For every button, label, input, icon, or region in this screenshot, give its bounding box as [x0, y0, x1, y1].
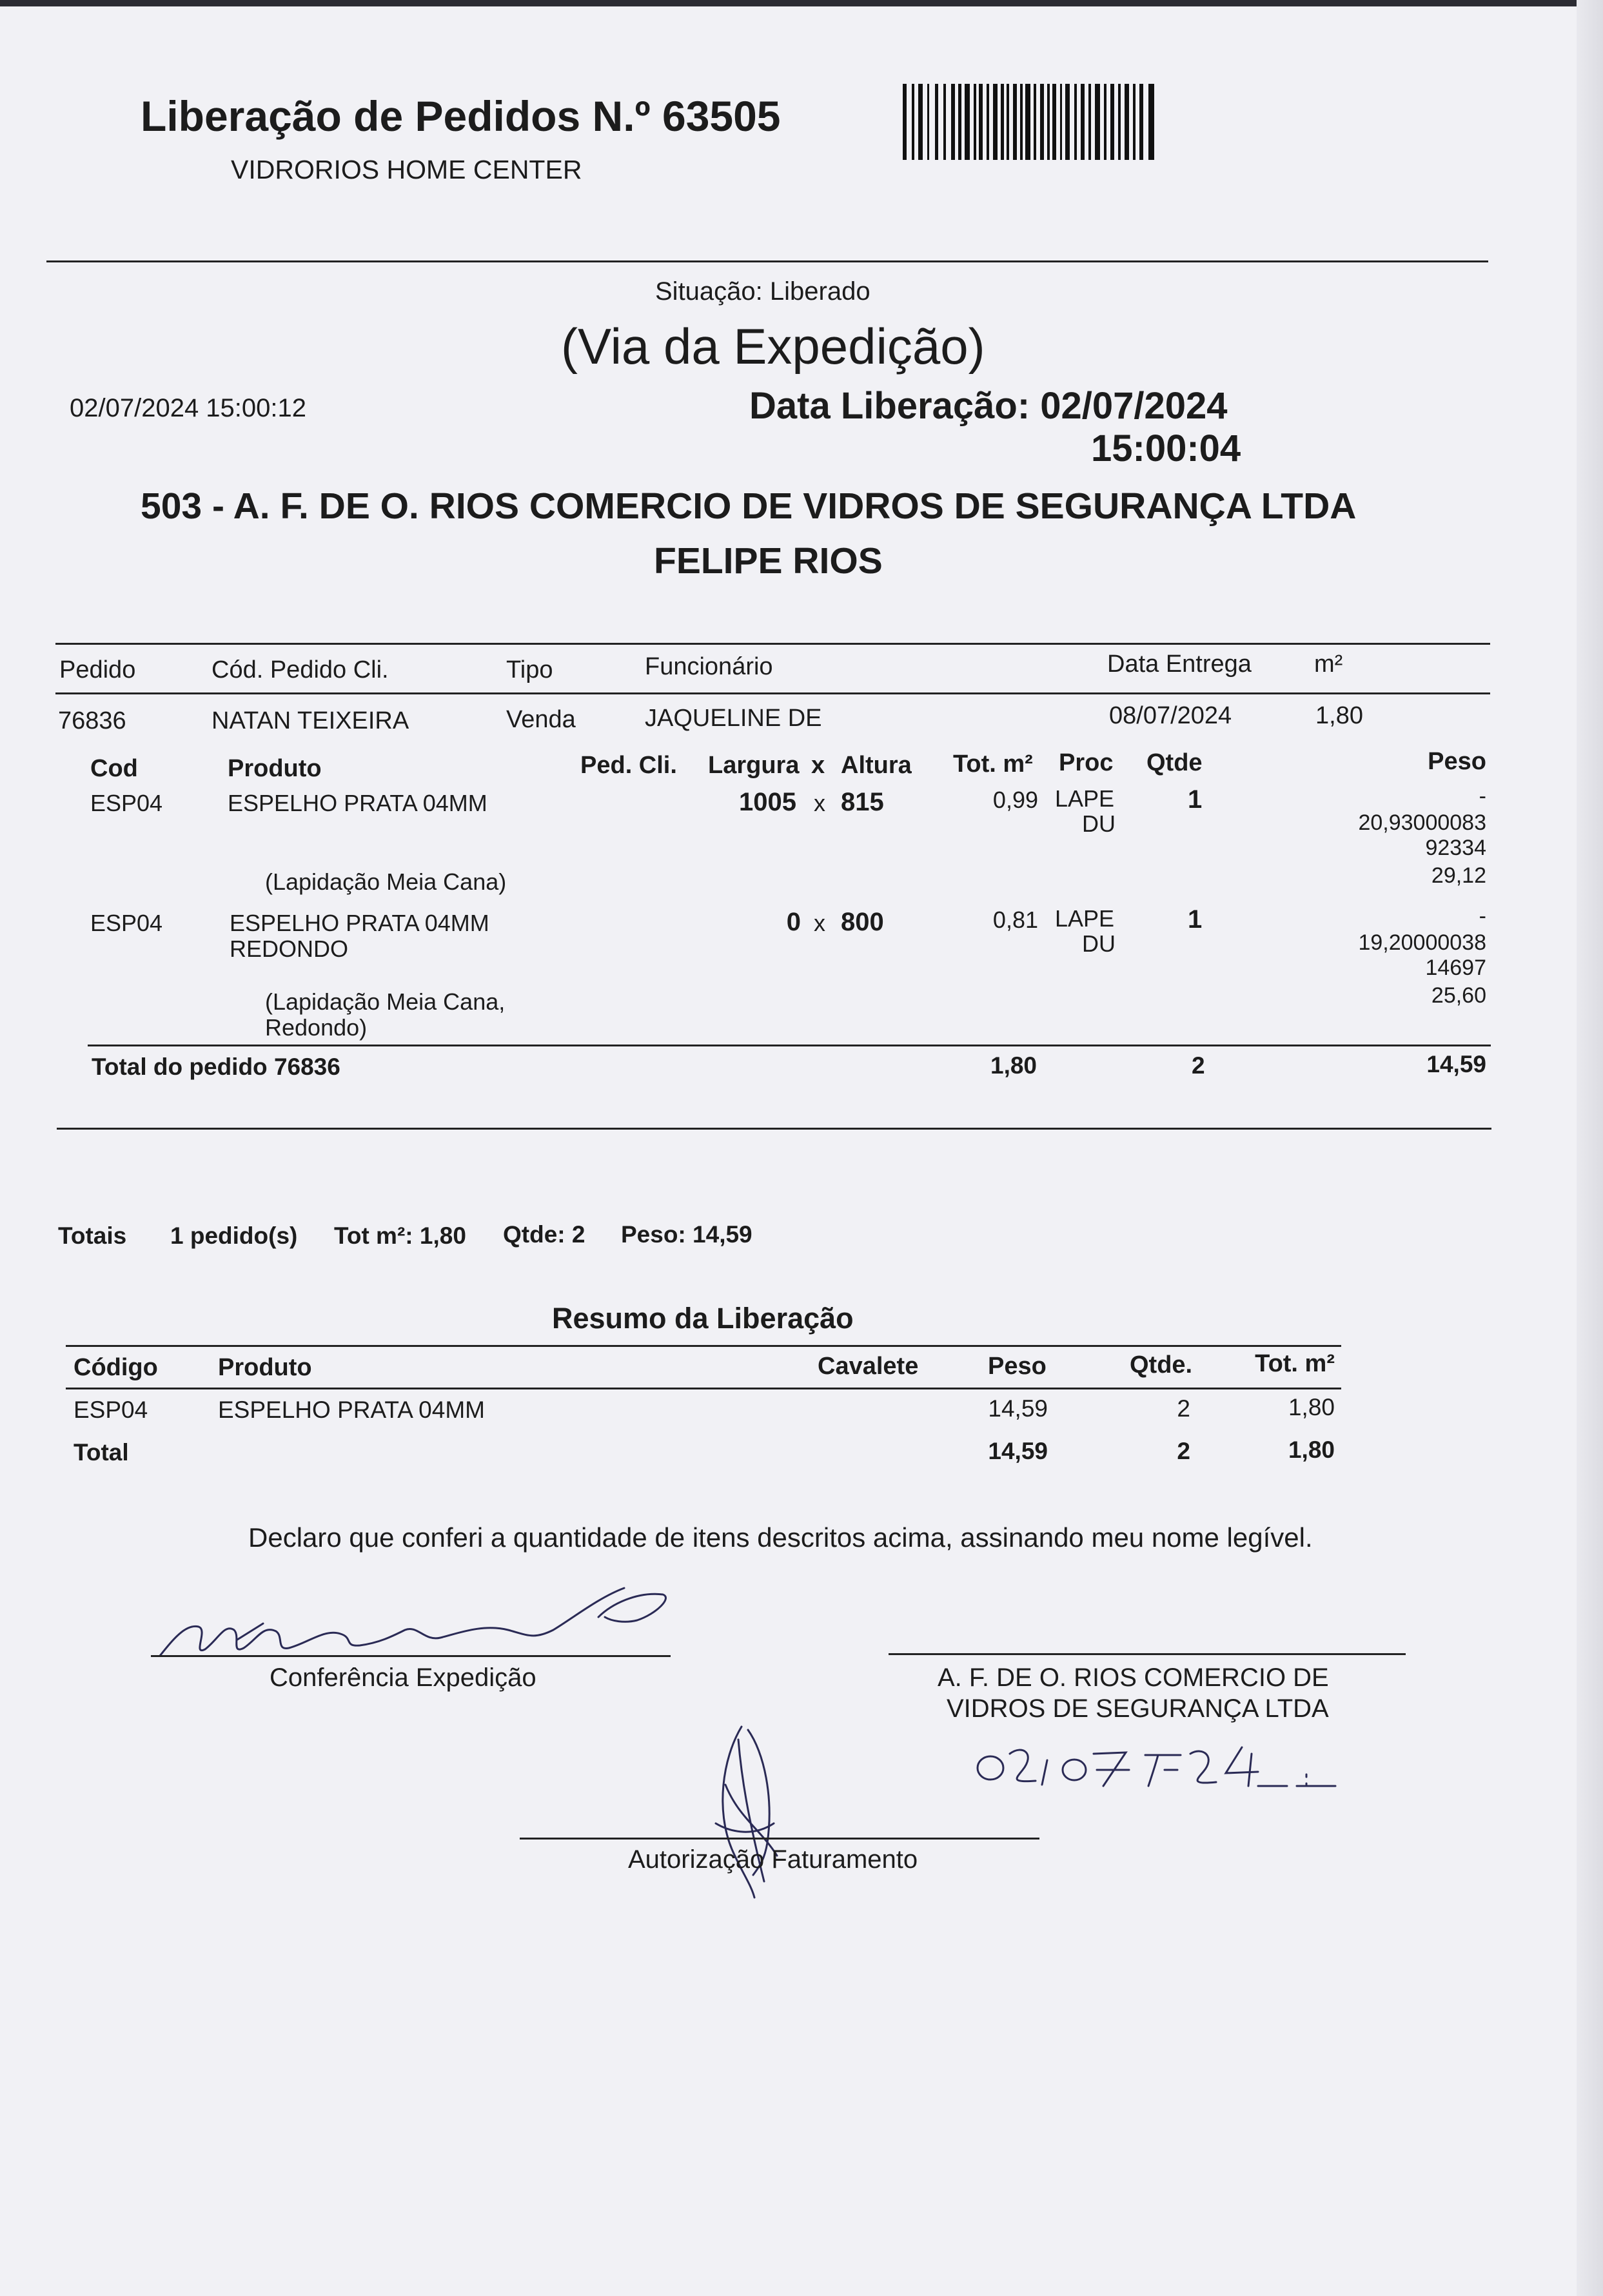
col-data-entrega: Data Entrega [1107, 651, 1252, 678]
company-signature-line-1: A. F. DE O. RIOS COMERCIO DE [938, 1663, 1329, 1692]
item-1-produto: ESPELHO PRATA 04MM [228, 790, 487, 816]
order-m2: 1,80 [1315, 702, 1363, 729]
barcode [903, 84, 1157, 160]
totals-peso: Peso: 14,59 [621, 1221, 752, 1248]
summary-total-qtde: 2 [1177, 1438, 1190, 1464]
items-col-x: x [811, 752, 825, 779]
item-2-cod: ESP04 [90, 910, 163, 936]
item-1-largura: 1005 [739, 788, 796, 816]
delivery-date: 08/07/2024 [1109, 702, 1232, 729]
items-col-peso: Peso [1428, 748, 1486, 775]
order-total-m2: 1,80 [990, 1052, 1038, 1079]
item-2-obs: (Lapidação Meia Cana, [265, 988, 506, 1015]
summary-col-tot-m2: Tot. m² [1255, 1350, 1335, 1377]
summary-total-tot-m2: 1,80 [1288, 1437, 1335, 1463]
summary-col-codigo: Código [74, 1354, 158, 1381]
item-2-proc-2: DU [1082, 930, 1116, 957]
item-1-qtde: 1 [1188, 785, 1203, 814]
col-tipo: Tipo [506, 656, 553, 683]
items-col-largura: Largura [708, 752, 800, 779]
summary-col-cavalete: Cavalete [818, 1353, 919, 1380]
item-1-peso-dash: - [1479, 784, 1486, 809]
items-col-tot-m2: Tot. m² [953, 751, 1033, 778]
order-number: 76836 [58, 707, 126, 734]
item-1-tot-m2: 0,99 [992, 787, 1038, 813]
customer-contact: FELIPE RIOS [654, 540, 883, 582]
order-table-header-rule [55, 692, 1490, 694]
item-1-cod: ESP04 [90, 790, 163, 816]
status-text: Situação: Liberado [655, 277, 870, 306]
summary-row-qtde: 2 [1177, 1395, 1190, 1422]
item-2-obs-cont: Redondo) [265, 1014, 368, 1041]
item-1-proc-1: LAPE [1055, 785, 1115, 812]
summary-row-peso: 14,59 [988, 1395, 1048, 1422]
order-total-rule [88, 1045, 1491, 1046]
item-1-x: x [814, 790, 825, 816]
item-1-altura: 815 [841, 788, 884, 816]
item-2-proc-1: LAPE [1055, 905, 1115, 932]
col-cod-pedido-cli: Cód. Pedido Cli. [211, 656, 389, 683]
order-total-peso: 14,59 [1426, 1051, 1486, 1077]
item-2-produto-cont: REDONDO [230, 936, 349, 962]
employee-name: JAQUELINE DE [645, 705, 822, 732]
item-1-proc-2: DU [1082, 810, 1116, 837]
item-2-produto: ESPELHO PRATA 04MM [230, 910, 489, 936]
customer-order-code: NATAN TEIXEIRA [211, 707, 409, 734]
release-date: Data Liberação: 02/07/2024 [749, 385, 1228, 427]
item-2-tot-m2: 0,81 [992, 907, 1038, 933]
item-1-peso-unit: 20,93000083 [1358, 810, 1486, 835]
item-1-peso-unit-cont: 92334 [1425, 836, 1486, 860]
item-2-peso-unit: 19,20000038 [1358, 930, 1486, 955]
summary-top-rule [66, 1345, 1341, 1347]
summary-row-codigo: ESP04 [74, 1397, 148, 1423]
summary-total-label: Total [74, 1439, 129, 1466]
totals-m2: Tot m²: 1,80 [334, 1222, 466, 1249]
col-m2: m² [1314, 651, 1343, 678]
totals-qtde: Qtde: 2 [503, 1221, 585, 1248]
expedicao-label: Conferência Expedição [270, 1663, 536, 1692]
col-pedido: Pedido [59, 656, 136, 683]
item-2-qtde: 1 [1188, 905, 1203, 934]
order-total-qtde: 2 [1192, 1052, 1205, 1079]
item-1-peso-total: 29,12 [1431, 863, 1486, 888]
expedicao-signature-line [151, 1655, 671, 1657]
item-2-peso-total: 25,60 [1431, 983, 1486, 1008]
item-2-peso-dash: - [1479, 904, 1486, 928]
release-time: 15:00:04 [1091, 427, 1241, 469]
copy-label: (Via da Expedição) [561, 318, 985, 375]
scan-border-right [1577, 0, 1603, 2296]
summary-row-tot-m2: 1,80 [1288, 1394, 1335, 1420]
declaration-text: Declaro que conferi a quantidade de itens descritos acima, assinando meu nome legível. [248, 1522, 1313, 1553]
handwritten-date [971, 1734, 1339, 1796]
summary-row-produto: ESPELHO PRATA 04MM [218, 1397, 485, 1423]
company-signature-line-2: VIDROS DE SEGURANÇA LTDA [947, 1694, 1329, 1723]
item-1-obs: (Lapidação Meia Cana) [265, 868, 507, 895]
summary-title: Resumo da Liberação [552, 1302, 854, 1335]
handwritten-date-text [929, 1773, 931, 1774]
totals-label: Totais [58, 1222, 127, 1249]
items-col-cod: Cod [90, 755, 138, 782]
items-col-produto: Produto [228, 755, 322, 782]
summary-total-peso: 14,59 [988, 1438, 1048, 1464]
summary-header-rule [66, 1388, 1341, 1389]
items-col-proc: Proc [1059, 749, 1114, 776]
items-col-ped-cli: Ped. Cli. [580, 752, 677, 779]
items-bottom-rule [57, 1128, 1491, 1130]
company-signature-line [889, 1653, 1406, 1655]
item-2-peso-unit-cont: 14697 [1425, 956, 1486, 980]
order-table-top-rule [55, 643, 1490, 645]
summary-col-qtde: Qtde. [1130, 1351, 1193, 1379]
col-funcionario: Funcionário [645, 653, 773, 680]
customer-name: 503 - A. F. DE O. RIOS COMERCIO DE VIDROS DE SEGURANÇA LTDA [141, 486, 1357, 527]
header-divider [46, 260, 1488, 262]
order-total-label: Total do pedido 76836 [92, 1054, 340, 1080]
faturamento-signature-line [520, 1838, 1039, 1840]
print-datetime: 02/07/2024 15:00:12 [70, 394, 307, 422]
item-2-largura: 0 [786, 908, 801, 936]
company-short-name: VIDRORIOS HOME CENTER [231, 155, 582, 184]
faturamento-label: Autorização Faturamento [628, 1845, 918, 1874]
item-2-altura: 800 [841, 908, 884, 936]
item-2-x: x [814, 910, 825, 936]
summary-col-peso: Peso [988, 1353, 1047, 1380]
summary-col-produto: Produto [218, 1354, 312, 1381]
items-col-altura: Altura [841, 752, 912, 779]
document-title: Liberação de Pedidos N.º 63505 [141, 92, 781, 140]
items-col-qtde: Qtde [1146, 749, 1203, 776]
scan-border-top [0, 0, 1603, 6]
order-type: Venda [506, 706, 576, 733]
totals-pedidos: 1 pedido(s) [170, 1222, 298, 1249]
